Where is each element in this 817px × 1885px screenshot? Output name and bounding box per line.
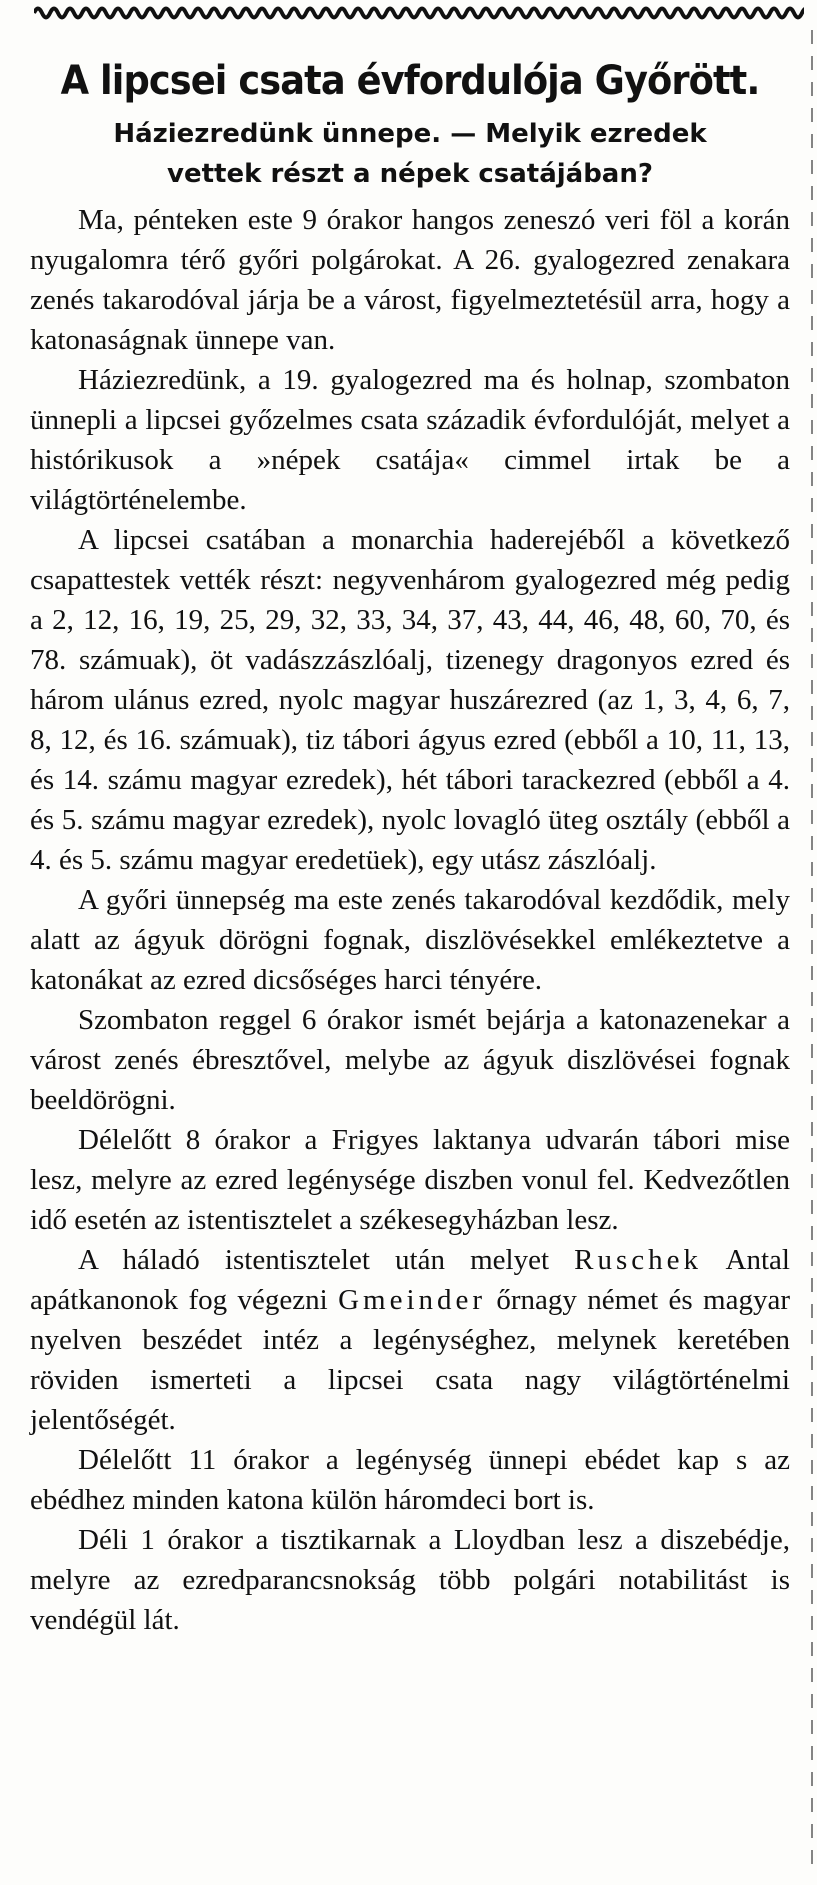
subheadline-line-2: vettek részt a népek csatájában? <box>167 159 653 189</box>
article-body <box>30 200 790 1640</box>
sermon-text-start: A háladó istentisztelet után melyet <box>78 1244 575 1276</box>
paragraph-field-mass: Délelőtt 8 órakor a Frigyes laktanya udvarán tábori mise lesz, melyre az ezred legénysége diszben vonul fel. Kedvezőtlen idő esetén az istentisztelet a székesegyházban lesz. <box>30 1124 790 1236</box>
paragraph-sermon <box>30 1240 790 1440</box>
paragraph-festive-lunch: Délelőtt 11 órakor a legénység ünnepi ebédet kap s az ebédhez minden katona külön háromdeci bort is. <box>30 1444 790 1516</box>
page-edge-mark <box>811 30 813 1870</box>
paragraph-participating-units: A lipcsei csatában a monarchia haderejéből a következő csapattestek vették részt: negyvenhárom gyalogezred még pedig a 2, 12, 16, 19, 25, 29, 32, 33, 34, 37, 43, 44, 46, 48, 60, 70, és 78. számuak), öt vadászzászlóalj, tizenegy dragonyos ezred és három ulánus ezred, nyolc magyar huszárezred (az 1, 3, 4, 6, 7, 8, 12, és 16. számuak), tiz tábori ágyus ezred (ebből a 10, 11, 13, és 14. számu magyar ezredek), hét tábori tarackezred (ebből a 4. és 5. számu magyar ezredek), nyolc lovagló üteg osztály (ebből a 4. és 5. számu magyar eredetüek), egy utász zászlóalj. <box>30 524 790 876</box>
subheadline-line-1: Háziezredünk ünnepe. — Melyik ezredek <box>113 119 707 149</box>
paragraph-officers-banquet: Déli 1 órakor a tisztikarnak a Lloydban lesz a diszebédje, melyre az ezredparancsnokság több polgári notabilitást is vendégül lát. <box>30 1524 790 1636</box>
paragraph-regiment-anniversary: Háziezredünk, a 19. gyalogezred ma és holnap, szombaton ünnepli a lipcsei győzelmes csata századik évfordulóját, melyet a histórikusok a »népek csatája« cimmel irtak be a világtörténelembe. <box>30 364 790 516</box>
article-headline: A lipcsei csata évfordulója Győrött. <box>60 58 760 104</box>
sermon-text-end: őrnagy német és magyar nyelven beszédet intéz a legénységhez, melynek keretében röviden ismerteti a lipcsei csata nagy világtörténelmi jelentőségét. <box>30 1284 790 1436</box>
paragraph-evening-tattoo: Ma, pénteken este 9 órakor hangos zeneszó veri föl a korán nyugalomra térő győri polgárokat. A 26. gyalogezred zenakara zenés takarodóval járja be a várost, figyelmeztetésül arra, hogy a katonaságnak ünnepe van. <box>30 204 790 356</box>
paragraph-gyor-celebration: A győri ünnepség ma este zenés takarodóval kezdődik, mely alatt az ágyuk dörögni fognak, diszlövésekkel emlékeztetve a katonákat az ezred dicsőséges harci tényére. <box>30 884 790 996</box>
person-name-ruschek: Ruschek <box>574 1244 703 1276</box>
person-name-gmeinder: Gmeinder <box>338 1284 487 1316</box>
decorative-wavy-rule <box>34 0 804 26</box>
article <box>30 40 790 1640</box>
paragraph-saturday-reveille: Szombaton reggel 6 órakor ismét bejárja a katonazenekar a várost zenés ébresztővel, melybe az ágyuk diszlövései fognak beeldörögni. <box>30 1004 790 1116</box>
sermon-text-middle: Antal apátkanonok fog végezni <box>30 1244 790 1316</box>
article-subheadline <box>30 114 790 194</box>
